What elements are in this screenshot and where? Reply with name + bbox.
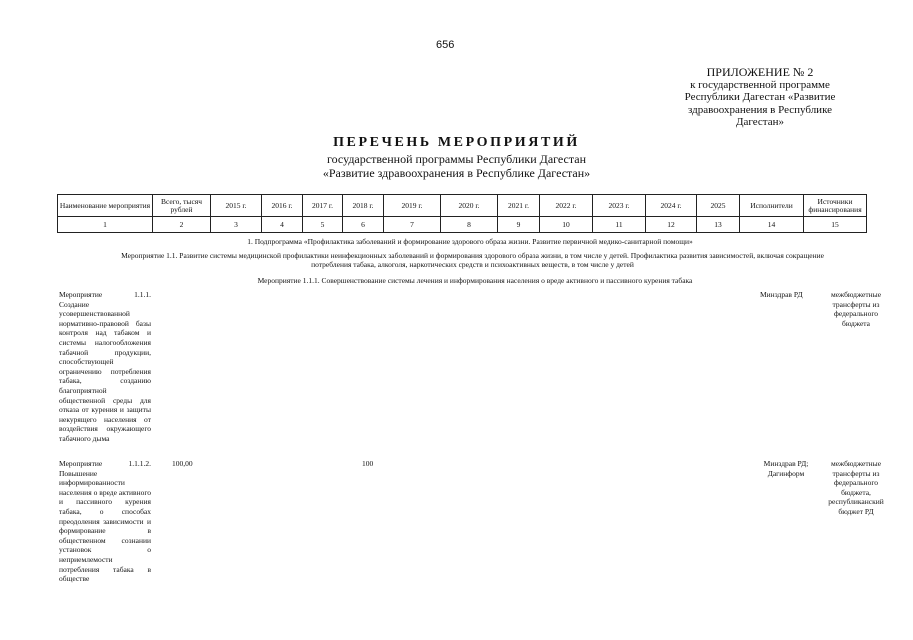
column-number: 10	[540, 217, 593, 233]
column-header: 2015 г.	[211, 195, 262, 217]
column-header: 2021 г.	[498, 195, 540, 217]
column-number: 11	[593, 217, 646, 233]
column-number: 3	[211, 217, 262, 233]
column-header: Всего, тысяч рублей	[153, 195, 211, 217]
column-number: 5	[303, 217, 343, 233]
column-number: 2	[153, 217, 211, 233]
column-number: 13	[697, 217, 740, 233]
column-number: 7	[384, 217, 441, 233]
column-header: 2022 г.	[540, 195, 593, 217]
row-2-total: 100,00	[172, 459, 193, 468]
measures-table	[57, 194, 867, 233]
column-header: Источники финансирования	[804, 195, 867, 217]
appendix-line: Дагестан»	[735, 116, 784, 128]
column-header: Исполнители	[740, 195, 804, 217]
column-number: 15	[804, 217, 867, 233]
column-number: 9	[498, 217, 540, 233]
column-header: 2024 г.	[646, 195, 697, 217]
column-header: 2020 г.	[441, 195, 498, 217]
column-header: 2019 г.	[384, 195, 441, 217]
row-1-name: Мероприятие 1.1.1. Создание усовершенствованной нормативно-правовой базы контроля над табаком и системы налогообложения табачной продукции, способствующей ограничению потребления табака, созданию благоприятной общественной среды для отказа от курения и защиты некурящего населения от воздействия окружающего табачного дыма	[59, 290, 151, 443]
measure-heading-line: Мероприятие 1.1. Развитие системы медицинской профилактики неинфекционных заболеваний и формирования здорового образа жизни, в том числе у детей. Профилактика развития зависимостей, включая сокращение	[121, 251, 824, 260]
column-number: 12	[646, 217, 697, 233]
appendix-line: Республики Дагестан «Развитие	[684, 91, 836, 103]
column-number: 6	[343, 217, 384, 233]
title-sub: «Развитие здравоохранения в Республике Дагестан»	[322, 166, 591, 180]
title-sub: государственной программы Республики Дагестан	[326, 152, 586, 166]
column-number: 14	[740, 217, 804, 233]
column-number: 1	[58, 217, 153, 233]
appendix-header	[660, 66, 860, 129]
appendix-label: ПРИЛОЖЕНИЕ № 2	[706, 65, 814, 79]
subprogram-heading: 1. Подпрограмма «Профилактика заболеваний и формирование здорового образа жизни. Развитие первичной медико-санитарной помощи»	[247, 237, 693, 246]
appendix-line: к государственной программе	[690, 78, 830, 91]
submeasure-heading: Мероприятие 1.1.1. Совершенствование системы лечения и информирования населения о вреде активного и пассивного курения табака	[257, 276, 693, 285]
document-title	[200, 134, 713, 180]
row-1-executor: Минздрав РД	[760, 290, 803, 299]
appendix-line: здравоохранения в Республике	[687, 103, 833, 116]
row-2-source: межбюджетные трансферты из федерального бюджета, республиканский бюджет РД	[828, 459, 884, 516]
table-number-row	[58, 217, 867, 233]
row-2-2019-value: 100	[362, 459, 374, 468]
page-number: 656	[436, 39, 455, 51]
column-header: 2016 г.	[262, 195, 303, 217]
column-header: 2023 г.	[593, 195, 646, 217]
column-header: 2025	[697, 195, 740, 217]
title-main: ПЕРЕЧЕНЬ МЕРОПРИЯТИЙ	[333, 135, 580, 150]
measure-heading	[55, 251, 890, 269]
row-2-name: Мероприятие 1.1.1.2. Повышение информированности населения о вреде активного и пассивного курения табака, о способах преодоления зависимости и формирование в общественном сознании установок о неприемлемости потребления табака в обществе	[59, 459, 151, 584]
table-header-row	[58, 195, 867, 217]
row-1-source: межбюджетные трансферты из федерального бюджета	[830, 290, 882, 328]
measure-heading-line: потребления табака, алкоголя, наркотических средств и психоактивных веществ, в том числе у детей	[311, 260, 634, 269]
column-number: 8	[441, 217, 498, 233]
column-header: Наименование мероприятия	[58, 195, 153, 217]
column-header: 2018 г.	[343, 195, 384, 217]
column-number: 4	[262, 217, 303, 233]
row-2-executor: Минздрав РД; Дагинформ	[763, 459, 809, 478]
column-header: 2017 г.	[303, 195, 343, 217]
